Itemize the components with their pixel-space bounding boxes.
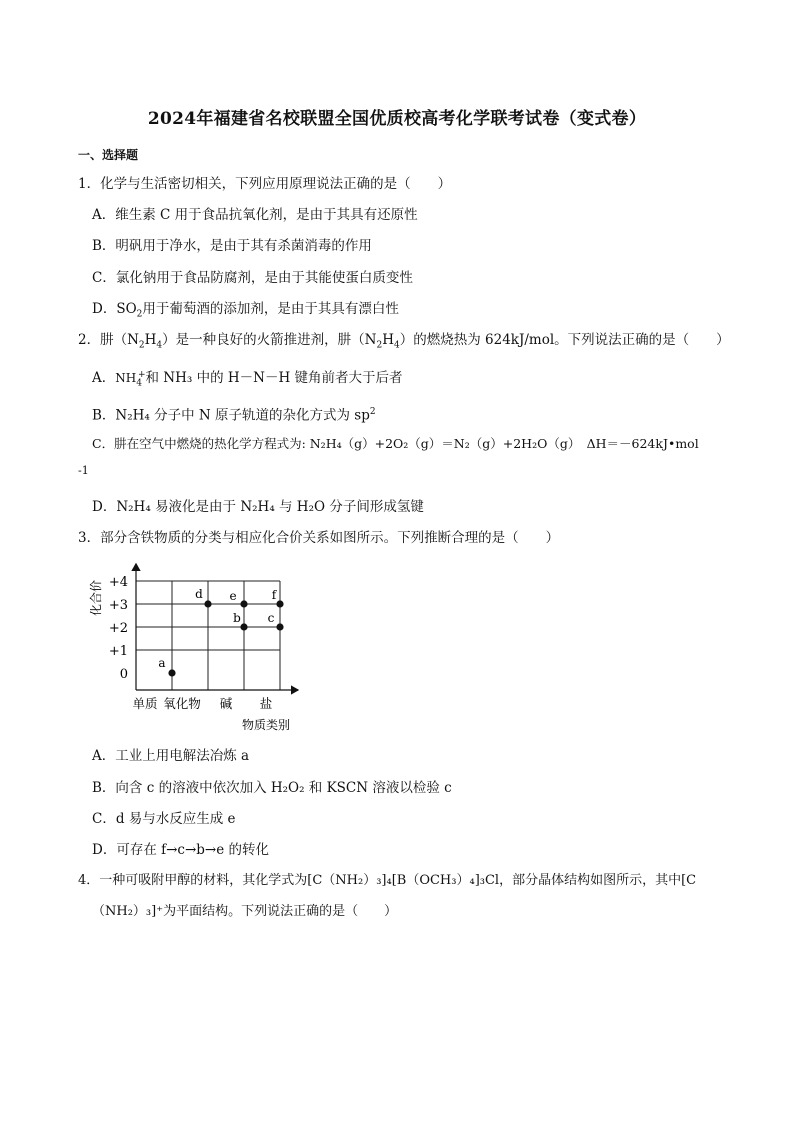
question-3-option-a: A．工业上用电解法冶炼 a bbox=[92, 748, 250, 764]
q2-stem-d: H bbox=[382, 332, 394, 348]
q2-stem-sub2: 4 bbox=[156, 340, 163, 351]
point-f bbox=[276, 600, 283, 607]
q2-stem-e: ）的燃烧热为 624kJ/mol。下列说法正确的是（ ） bbox=[399, 332, 730, 348]
y-axis-label: 化合价 bbox=[89, 579, 103, 617]
page-title: 2024年福建省名校联盟全国优质校高考化学联考试卷（变式卷） bbox=[147, 109, 647, 129]
q2-a-nh-sup: + bbox=[137, 370, 146, 380]
question-3-option-d: D．可存在 f→c→b→e 的转化 bbox=[92, 842, 270, 858]
x-tick-label: 盐 bbox=[259, 696, 273, 711]
x-tick-label: 碱 bbox=[219, 696, 233, 711]
y-tick-label: +2 bbox=[108, 621, 128, 636]
q2-b-sup: 2 bbox=[369, 407, 376, 417]
question-1-option-b: B．明矾用于净水，是由于其有杀菌消毒的作用 bbox=[92, 238, 372, 254]
question-4-stem-line2: （NH₂）₃]⁺为平面结构。下列说法正确的是（ ） bbox=[92, 904, 398, 919]
point-label-b: b bbox=[233, 611, 241, 625]
question-2-option-b bbox=[92, 403, 376, 425]
question-1-option-a: A．维生素 C 用于食品抗氧化剂，是由于其具有还原性 bbox=[92, 207, 418, 223]
q2-stem-sub3: 2 bbox=[376, 340, 383, 351]
chart-points bbox=[158, 587, 283, 677]
q2-stem-a: 2．肼（N bbox=[78, 332, 139, 348]
point-d bbox=[204, 600, 211, 607]
iron-valence-chart bbox=[88, 558, 318, 738]
point-label-c: c bbox=[267, 611, 275, 625]
y-tick-labels bbox=[109, 575, 128, 682]
q2-a-nh-sub: 4 bbox=[136, 378, 142, 389]
q2-a-pre: A． bbox=[92, 370, 116, 386]
question-3-option-c: C．d 易与水反应生成 e bbox=[92, 811, 236, 827]
x-tick-label: 氧化物 bbox=[163, 696, 201, 711]
q2-b-text: B．N₂H₄ 分子中 N 原子轨道的杂化方式为 sp bbox=[92, 407, 370, 424]
question-2-stem bbox=[78, 331, 730, 355]
y-tick-label: +3 bbox=[108, 598, 128, 613]
x-axis-label: 物质类别 bbox=[241, 718, 291, 732]
q2-stem-sub4: 4 bbox=[393, 340, 400, 351]
y-tick-label: +4 bbox=[108, 575, 128, 590]
point-c bbox=[276, 623, 283, 630]
question-1-option-d bbox=[92, 300, 399, 324]
question-1-option-d-post: 用于葡萄酒的添加剂，是由于其具有漂白性 bbox=[142, 301, 399, 317]
chart-grid bbox=[136, 581, 280, 690]
question-1-option-c: C．氯化钠用于食品防腐剂，是由于其能使蛋白质变性 bbox=[92, 270, 413, 286]
q2-stem-b: H bbox=[144, 332, 157, 348]
question-2-option-a bbox=[92, 366, 403, 392]
point-b bbox=[240, 623, 247, 630]
q2-a-post: 和 NH₃ 中的 H－N－H 键角前者大于后者 bbox=[145, 370, 403, 386]
question-1-stem: 1．化学与生活密切相关，下列应用原理说法正确的是（ ） bbox=[78, 176, 452, 192]
x-tick-labels bbox=[132, 696, 272, 711]
question-2-option-d: D．N₂H₄ 易液化是由于 N₂H₄ 与 H₂O 分子间形成氢键 bbox=[92, 499, 424, 515]
point-e bbox=[240, 600, 247, 607]
point-label-e: e bbox=[229, 589, 237, 603]
question-1-option-d-sub: 2 bbox=[136, 309, 143, 320]
q2-stem-sub1: 2 bbox=[138, 340, 145, 351]
question-2-option-c-continuation: -1 bbox=[78, 464, 89, 477]
question-3-stem: 3．部分含铁物质的分类与相应化合价关系如图所示。下列推断合理的是（ ） bbox=[78, 530, 560, 546]
y-tick-label: 0 bbox=[119, 667, 128, 682]
question-3-option-b: B．向含 c 的溶液中依次加入 H₂O₂ 和 KSCN 溶液以检验 c bbox=[92, 780, 452, 796]
point-label-a: a bbox=[158, 656, 166, 670]
point-label-d: d bbox=[195, 587, 203, 601]
x-tick-label: 单质 bbox=[132, 696, 158, 711]
question-1-option-d-pre: D．SO bbox=[92, 301, 137, 317]
q2-a-nh: NH bbox=[115, 371, 137, 385]
point-a bbox=[168, 669, 175, 676]
section-heading: 一、选择题 bbox=[78, 148, 139, 162]
point-label-f: f bbox=[271, 588, 277, 602]
y-tick-label: +1 bbox=[108, 644, 128, 659]
question-2-option-c: C．肼在空气中燃烧的热化学方程式为: N₂H₄（g）+2O₂（g）＝N₂（g）+2H₂O（g） ΔH＝－624kJ•mol bbox=[92, 436, 699, 451]
q2-stem-c: ）是一种良好的火箭推进剂，肼（N bbox=[162, 332, 377, 348]
question-4-stem-line1: 4．一种可吸附甲醇的材料，其化学式为[C（NH₂）₃]₄[B（OCH₃）₄]₃Cl，部分晶体结构如图所示，其中[C bbox=[78, 873, 697, 888]
